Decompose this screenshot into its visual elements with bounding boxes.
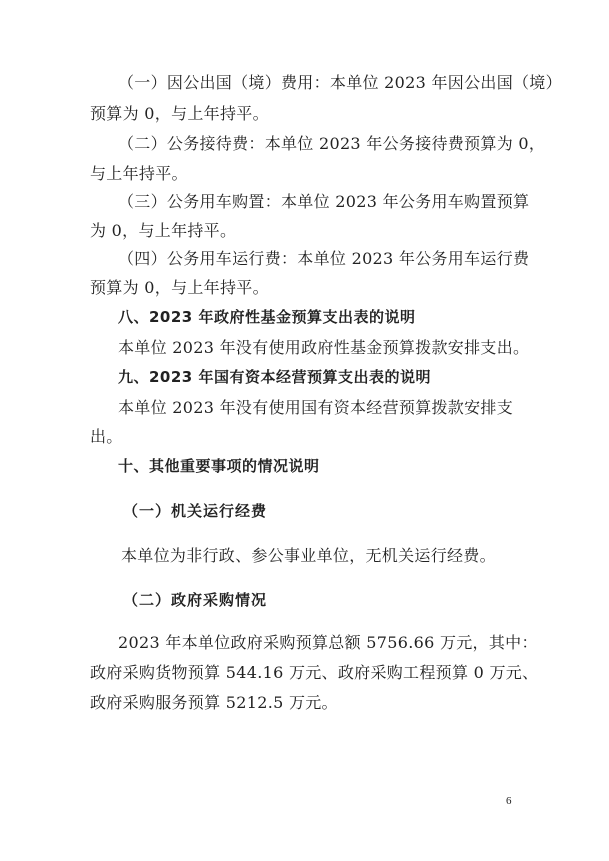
subheading-operating-funds: （一）机关运行经费 — [123, 502, 268, 520]
section-line: 预算为 0，与上年持平。 — [90, 278, 269, 297]
page-number: 6 — [506, 795, 512, 807]
section-line: 为 0，与上年持平。 — [90, 221, 237, 240]
paragraph-operating-funds: 本单位为非行政、参公事业单位，无机关运行经费。 — [121, 546, 496, 565]
paragraph-8: 本单位 2023 年没有使用政府性基金预算拨款安排支出。 — [118, 338, 530, 357]
paragraph-procurement-line-3: 政府采购服务预算 5212.5 万元。 — [90, 693, 338, 712]
paragraph-9-line-1: 本单位 2023 年没有使用国有资本经营预算拨款安排支 — [118, 398, 513, 417]
section-line: （一）因公出国（境）费用：本单位 2023 年因公出国（境） — [118, 73, 562, 92]
section-line: （三）公务用车购置：本单位 2023 年公务用车购置预算 — [118, 192, 530, 211]
section-line: （二）公务接待费：本单位 2023 年公务接待费预算为 0， — [118, 134, 546, 153]
section-line: （四）公务用车运行费：本单位 2023 年公务用车运行费 — [118, 249, 530, 268]
section-line: 与上年持平。 — [90, 164, 188, 183]
heading-9: 九、2023 年国有资本经营预算支出表的说明 — [118, 368, 431, 386]
paragraph-9-line-2: 出。 — [90, 427, 123, 446]
heading-10: 十、其他重要事项的情况说明 — [118, 457, 320, 475]
subheading-procurement: （二）政府采购情况 — [123, 591, 268, 609]
section-line: 预算为 0，与上年持平。 — [90, 104, 269, 123]
paragraph-procurement-line-2: 政府采购货物预算 544.16 万元、政府采购工程预算 0 万元、 — [90, 663, 539, 682]
paragraph-procurement-line-1: 2023 年本单位政府采购预算总额 5756.66 万元，其中： — [118, 633, 538, 652]
heading-8: 八、2023 年政府性基金预算支出表的说明 — [118, 308, 416, 326]
